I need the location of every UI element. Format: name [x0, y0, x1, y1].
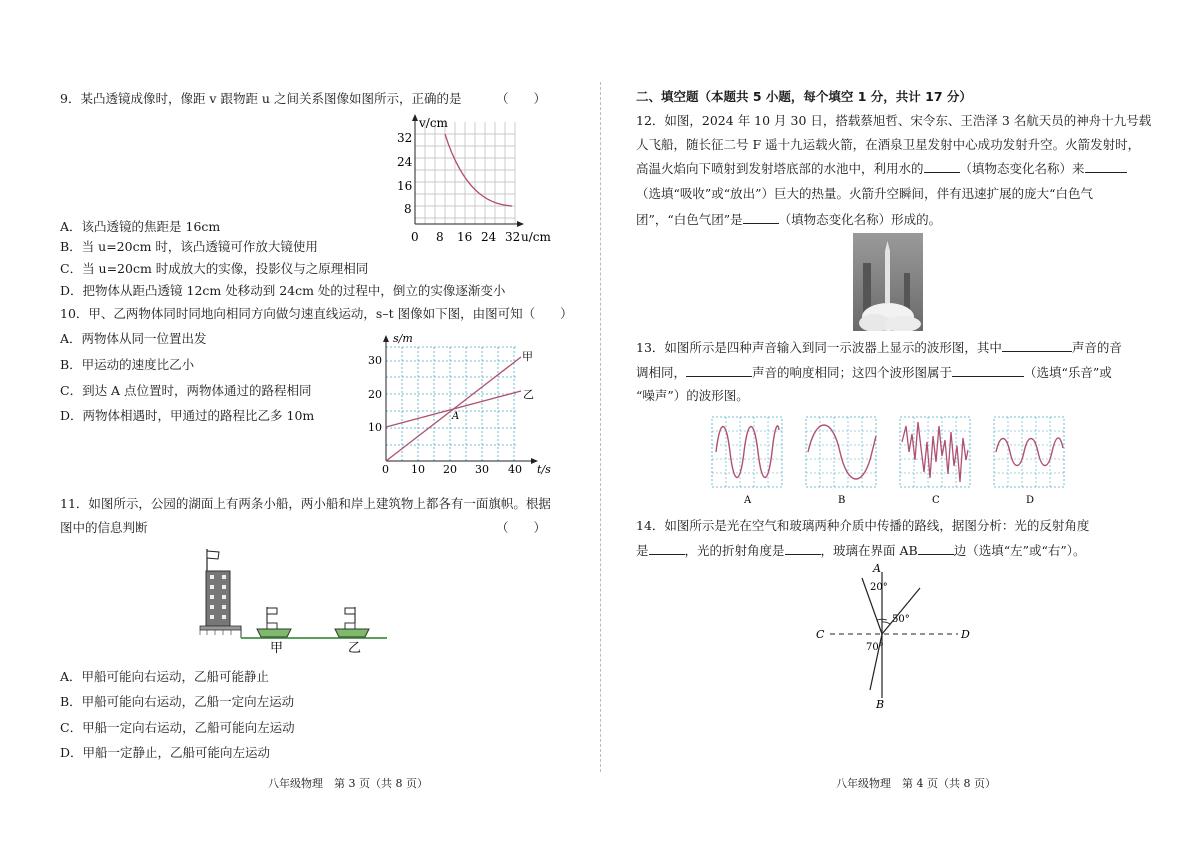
q9-ytick: 32 [397, 131, 413, 145]
q14-refraction-diagram [810, 560, 980, 710]
page-divider [600, 82, 601, 772]
q14-line2 [636, 542, 1086, 559]
q10-line-yi-label: 乙 [523, 388, 534, 401]
q13-line2-text-b: 声音的响度相同；这四个波形图属于 [752, 365, 953, 380]
q14-blank-1[interactable] [649, 542, 685, 555]
q9-xtick: 32 [505, 230, 521, 244]
q13-blank-3[interactable] [952, 364, 1024, 377]
q12-line3-text-b: （填物态变化名称）来 [959, 161, 1085, 176]
q10-point-a-label: A [452, 411, 460, 422]
q12-blank-3[interactable] [743, 211, 779, 224]
q13-line2-text-c: （选填“乐音”或 [1024, 365, 1112, 380]
q12-line3 [636, 160, 1127, 177]
q9-stem: 9．某凸透镜成像时，像距 v 跟物距 u 之间关系图像如图所示，正确的是 [60, 91, 462, 106]
q9-xtick: 0 [411, 230, 419, 244]
q10-option-b: B．甲运动的速度比乙小 [60, 357, 195, 372]
q12-blank-1[interactable] [924, 160, 960, 173]
q10-stem: 10．甲、乙两物体同时同地向相同方向做匀速直线运动，s–t 图像如下图，由图可知（ ） [60, 306, 573, 321]
q9-xtick: 16 [457, 230, 473, 244]
q11-option-c: C．甲船一定向右运动，乙船可能向左运动 [60, 720, 295, 735]
q9-xtick: 8 [436, 230, 444, 244]
q11-boat-yi-label: 乙 [348, 641, 362, 656]
q11-option-d: D．甲船一定静止，乙船可能向左运动 [60, 745, 271, 760]
q9-xlabel: u/cm [521, 230, 551, 244]
q11-boat-jia-label: 甲 [270, 641, 284, 656]
q9-option-c: C．当 u=20cm 时成放大的实像，投影仪与之原理相同 [60, 261, 369, 276]
q10-line-jia-label: 甲 [522, 350, 533, 363]
q13-wave-panel-d [994, 417, 1064, 487]
q14-blank-3[interactable] [918, 542, 954, 555]
q13-wave-panel-b [806, 417, 876, 487]
q14-line1: 14．如图所示是光在空气和玻璃两种介质中传播的路线，据图分析：光的反射角度 [636, 518, 1090, 533]
q13-line2-text-a: 调相同， [636, 365, 687, 380]
q12-rocket-photo [853, 233, 923, 331]
q13-waveforms [706, 412, 1076, 508]
q10-xtick: 40 [508, 463, 522, 475]
q12-blank-2[interactable] [1085, 160, 1127, 173]
q12-line1: 12．如图，2024 年 10 月 30 日，搭载蔡旭哲、宋令东、王浩泽 3 名航天员的神舟十九号载 [636, 113, 1152, 128]
q11-option-a: A．甲船可能向右运动，乙船可能静止 [60, 669, 270, 684]
q10-xtick: 20 [443, 463, 457, 475]
q10-option-d: D．两物体相遇时，甲通过的路程比乙多 10m [60, 408, 315, 423]
q10-ytick: 20 [368, 388, 382, 401]
q10-option-c: C．到达 A 点位置时，两物体通过的路程相同 [60, 383, 312, 398]
q14-label-d: D [961, 628, 970, 641]
q13-line1 [636, 339, 1122, 356]
q13-line3: “噪声”）的波形图。 [636, 388, 749, 403]
q13-wave-panel-a [712, 417, 782, 487]
q13-wave-panel-c [900, 417, 970, 487]
q13-line1-text-a: 13．如图所示是四种声音输入到同一示波器上显示的波形图，其中 [636, 340, 1002, 355]
q9-ytick: 8 [404, 202, 412, 216]
q11-option-b: B．甲船可能向右运动，乙船一定向左运动 [60, 694, 295, 709]
q12-line3-text-a: 高温火焰向下喷射到发射塔底部的水池中，利用水的 [636, 161, 924, 176]
q10-xlabel: t/s [537, 463, 551, 475]
q13-label-d: D [1026, 495, 1035, 506]
q14-line2-text-b: ，光的折射角度是 [684, 543, 785, 558]
q9-ytick: 16 [397, 179, 413, 193]
q9-answer-paren: （ ） [496, 91, 547, 106]
q11-stem-line1: 11．如图所示，公园的湖面上有两条小船，两小船和岸上建筑物上都各有一面旗帜。根据 [60, 496, 551, 511]
q14-label-a: A [873, 562, 881, 575]
q11-boats-figure [195, 545, 395, 657]
q12-line2: 人飞船，随长征二号 F 遥十九运载火箭，在酒泉卫星发射中心成功发射升空。火箭发射时， [636, 137, 1141, 152]
q10-ytick: 30 [368, 354, 382, 367]
q9-ylabel: v/cm [419, 116, 448, 130]
q9-ytick: 24 [397, 155, 413, 169]
q13-line1-text-b: 声音的音 [1071, 340, 1122, 355]
q10-option-a: A．两物体从同一位置出发 [60, 331, 207, 346]
left-page-footer: 八年级物理 第 3 页（共 8 页） [268, 777, 428, 790]
q10-xtick: 10 [411, 463, 425, 475]
q9-option-b: B．当 u=20cm 时，该凸透镜可作放大镜使用 [60, 239, 318, 254]
q14-line2-text-d: 边（选填“左”或“右”）。 [953, 543, 1086, 558]
q9-option-a: A．该凸透镜的焦距是 16cm [60, 219, 221, 234]
q10-ytick: 10 [368, 421, 382, 434]
right-page-footer: 八年级物理 第 4 页（共 8 页） [836, 777, 996, 790]
q13-blank-1[interactable] [1002, 339, 1072, 352]
q11-stem-line2: 图中的信息判断 [60, 520, 148, 535]
q14-angle-50: 50° [892, 614, 910, 625]
q14-angle-70: 70° [866, 642, 884, 653]
q10-xtick: 0 [382, 463, 389, 475]
q9-xtick: 24 [481, 230, 497, 244]
q12-line5-text-a: 团”，“白色气团”是 [636, 212, 743, 227]
q10-ylabel: s/m [393, 332, 413, 345]
q12-line5-text-b: （填物态变化名称）形成的。 [778, 212, 942, 227]
section-title-fill-in: 二、填空题（本题共 5 小题，每个填空 1 分，共计 17 分） [636, 89, 972, 104]
q13-label-c: C [932, 495, 940, 506]
q14-label-b: B [876, 698, 885, 710]
q14-line2-text-c: ，玻璃在界面 AB [820, 543, 918, 558]
q12-line5 [636, 211, 941, 228]
q14-blank-2[interactable] [785, 542, 821, 555]
q14-angle-20: 20° [870, 582, 888, 593]
q13-line2 [636, 364, 1112, 381]
q10-st-graph [355, 330, 555, 475]
q10-xtick: 30 [475, 463, 489, 475]
q13-label-a: A [744, 495, 752, 506]
q11-answer-paren: （ ） [496, 520, 547, 535]
q14-label-c: C [816, 628, 825, 641]
q14-line2-text-a: 是 [636, 543, 649, 558]
q9-option-d: D．把物体从距凸透镜 12cm 处移动到 24cm 处的过程中，倒立的实像逐渐变小 [60, 283, 506, 298]
q13-label-b: B [838, 495, 846, 506]
q13-blank-2[interactable] [686, 364, 752, 377]
q12-line4: （选填“吸收”或“放出”）巨大的热量。火箭升空瞬间，伴有迅速扩展的庞大“白色气 [636, 186, 1093, 201]
q9-lens-graph [375, 112, 555, 252]
